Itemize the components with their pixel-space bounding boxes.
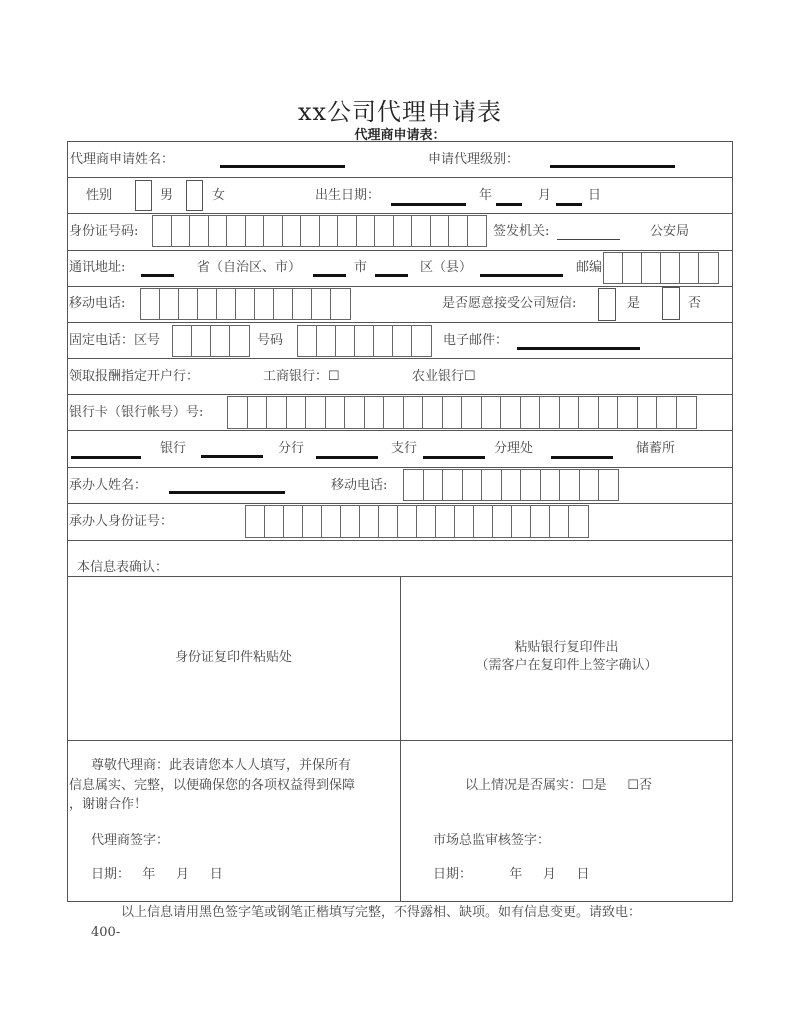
char-box[interactable] [383, 396, 404, 429]
char-box[interactable] [283, 505, 304, 538]
char-box[interactable] [364, 396, 385, 429]
char-box[interactable] [325, 396, 346, 429]
row-divider [67, 213, 733, 214]
char-box[interactable] [579, 469, 600, 501]
char-box[interactable] [435, 505, 456, 538]
char-box[interactable] [416, 505, 437, 538]
char-box[interactable] [442, 469, 463, 501]
char-box[interactable] [245, 215, 265, 247]
number-label: 号码 [257, 333, 284, 348]
branch-field[interactable] [201, 455, 263, 458]
char-box[interactable] [245, 505, 266, 538]
row-divider [67, 430, 733, 431]
char-box[interactable] [319, 215, 339, 247]
director-sign-date: 日期： 年 月 日 [433, 867, 590, 882]
char-box[interactable] [340, 505, 361, 538]
char-box[interactable] [422, 396, 443, 429]
char-box[interactable] [264, 505, 285, 538]
char-box[interactable] [397, 505, 418, 538]
row-divider [67, 467, 733, 468]
char-box[interactable] [373, 325, 394, 357]
birth-year-field[interactable] [391, 203, 466, 206]
char-box[interactable] [501, 469, 522, 501]
char-box[interactable] [191, 325, 212, 357]
agent-sign-date: 日期： 年 月 日 [91, 867, 223, 882]
char-box[interactable] [392, 325, 413, 357]
bank-choice-label: 领取报酬指定开户行： [69, 369, 200, 384]
handler-name-field[interactable] [169, 491, 285, 494]
char-box[interactable] [344, 396, 365, 429]
handler-name-label: 承办人姓名： [69, 478, 148, 493]
char-box[interactable] [481, 396, 502, 429]
char-box[interactable] [454, 505, 475, 538]
email-label: 电子邮件： [443, 333, 509, 348]
id-number-boxes[interactable] [152, 215, 485, 247]
char-box[interactable] [197, 288, 218, 320]
char-box[interactable] [393, 215, 413, 247]
applicant-name-label: 代理商申请姓名： [70, 152, 175, 167]
char-box[interactable] [302, 505, 323, 538]
handler-id-label: 承办人身份证号： [69, 514, 174, 529]
char-box[interactable] [403, 469, 424, 501]
agent-level-field[interactable] [550, 165, 675, 168]
address-province-field[interactable] [141, 274, 174, 277]
bank-copy-paste-line1: 粘贴银行复印件出 [514, 640, 619, 655]
char-box[interactable] [520, 469, 541, 501]
address-city-label: 市 [354, 260, 368, 275]
form-subtitle: 代理商申请表： [354, 128, 446, 143]
char-box[interactable] [292, 288, 313, 320]
char-box[interactable] [540, 469, 561, 501]
char-box[interactable] [229, 325, 250, 357]
row-divider [67, 250, 733, 251]
row-divider [67, 322, 733, 323]
issuer-suffix: 公安局 [650, 224, 690, 239]
char-box[interactable] [568, 505, 589, 538]
subbranch-field[interactable] [316, 456, 378, 459]
char-box[interactable] [159, 288, 180, 320]
footer-notice: 以上信息请用黑色签字笔或钢笔正楷填写完整，不得露相、缺项。如有信息变更。请致电： [121, 905, 642, 920]
char-box[interactable] [549, 505, 570, 538]
char-box[interactable] [622, 252, 643, 284]
char-box[interactable] [492, 505, 513, 538]
char-box[interactable] [330, 288, 351, 320]
branch-suffix: 分行 [278, 441, 305, 456]
gender-female-checkbox[interactable] [186, 180, 203, 211]
mobile-label: 移动电话: [69, 296, 126, 311]
savings-field[interactable] [551, 456, 613, 459]
birth-day-label: 日 [588, 188, 602, 203]
sms-label: 是否愿意接受公司短信: [442, 296, 577, 311]
agent-sign-label: 代理商签字： [91, 833, 170, 848]
truth-confirmation[interactable]: 以上情况是否属实：☐是 ☐否 [465, 778, 652, 793]
office-suffix: 分理处 [494, 441, 534, 456]
sms-yes-checkbox[interactable] [598, 288, 616, 321]
gender-male-label: 男 [160, 188, 174, 203]
char-box[interactable] [411, 215, 431, 247]
char-box[interactable] [208, 215, 228, 247]
char-box[interactable] [359, 505, 380, 538]
char-box[interactable] [559, 396, 580, 429]
sms-no-label: 否 [688, 296, 702, 311]
char-box[interactable] [263, 215, 283, 247]
char-box[interactable] [603, 252, 624, 284]
char-box[interactable] [354, 325, 375, 357]
bank-name-field[interactable] [71, 456, 141, 459]
notice-line-3: ，谢谢合作！ [69, 797, 148, 812]
char-box[interactable] [473, 505, 494, 538]
gender-label: 性别 [86, 188, 113, 203]
char-box[interactable] [467, 215, 487, 247]
char-box[interactable] [300, 215, 320, 247]
footer-phone: 400- [91, 925, 121, 940]
char-box[interactable] [481, 469, 502, 501]
char-box[interactable] [578, 396, 599, 429]
char-box[interactable] [140, 288, 161, 320]
row-divider [67, 177, 733, 178]
char-box[interactable] [641, 252, 662, 284]
director-sign-label: 市场总监审核签字： [433, 833, 551, 848]
char-box[interactable] [617, 396, 638, 429]
char-box[interactable] [171, 215, 191, 247]
id-number-label: 身份证号码: [69, 224, 139, 239]
char-box[interactable] [539, 396, 560, 429]
char-box[interactable] [286, 396, 307, 429]
char-box[interactable] [335, 325, 356, 357]
issuer-label: 签发机关: [493, 224, 550, 239]
notice-line-1: 尊敬代理商：此表请您本人人填写，并保所有 [91, 758, 352, 773]
char-box[interactable] [282, 215, 302, 247]
email-field[interactable] [517, 347, 640, 350]
birth-month-field[interactable] [496, 203, 522, 206]
char-box[interactable] [226, 215, 246, 247]
char-box[interactable] [356, 215, 376, 247]
landline-label: 固定电话：区号 [69, 333, 161, 348]
sms-yes-label: 是 [627, 296, 641, 311]
bank-card-boxes[interactable] [227, 396, 695, 429]
char-box[interactable] [423, 469, 444, 501]
savings-suffix: 储蓄所 [636, 441, 676, 456]
char-box[interactable] [273, 288, 294, 320]
char-box[interactable] [660, 252, 681, 284]
char-box[interactable] [637, 396, 658, 429]
row-divider [67, 286, 733, 287]
char-box[interactable] [411, 325, 432, 357]
address-province-label: 省（自治区、市） [197, 260, 302, 275]
row-divider [67, 540, 733, 541]
bank-suffix: 银行 [160, 441, 187, 456]
char-box[interactable] [511, 505, 532, 538]
gender-female-label: 女 [212, 188, 226, 203]
handler-id-boxes[interactable] [245, 505, 587, 538]
char-box[interactable] [448, 215, 468, 247]
char-box[interactable] [403, 396, 424, 429]
address-detail-field[interactable] [480, 274, 563, 277]
birth-day-field[interactable] [556, 203, 582, 206]
address-city-field[interactable] [313, 274, 346, 277]
char-box[interactable] [698, 252, 719, 284]
char-box[interactable] [178, 288, 199, 320]
char-box[interactable] [530, 505, 551, 538]
char-box[interactable] [227, 396, 248, 429]
char-box[interactable] [305, 396, 326, 429]
char-box[interactable] [462, 469, 483, 501]
row-divider [67, 358, 733, 359]
address-label: 通讯地址: [69, 260, 126, 275]
char-box[interactable] [598, 469, 619, 501]
char-box[interactable] [210, 325, 231, 357]
char-box[interactable] [598, 396, 619, 429]
id-copy-paste-area: 身份证复印件粘贴处 [174, 650, 292, 665]
address-district-field[interactable] [375, 274, 408, 277]
char-box[interactable] [297, 325, 318, 357]
bank-abc-option[interactable]: 农业银行☐ [412, 369, 476, 384]
issuer-field[interactable] [557, 239, 620, 240]
row-divider [67, 503, 733, 504]
birth-date-label: 出生日期： [315, 188, 381, 203]
birth-month-label: 月 [538, 188, 552, 203]
char-box[interactable] [461, 396, 482, 429]
row-divider [67, 394, 733, 395]
char-box[interactable] [676, 396, 697, 429]
char-box[interactable] [316, 325, 337, 357]
postcode-boxes[interactable] [603, 252, 717, 284]
char-box[interactable] [216, 288, 237, 320]
char-box[interactable] [500, 396, 521, 429]
area-code-boxes[interactable] [172, 325, 248, 357]
agent-level-label: 申请代理级别： [428, 152, 520, 167]
char-box[interactable] [520, 396, 541, 429]
char-box[interactable] [189, 215, 209, 247]
bank-icbc-option[interactable]: 工商银行：☐ [263, 369, 340, 384]
char-box[interactable] [559, 469, 580, 501]
mobile-boxes[interactable] [140, 288, 349, 320]
confirm-label: 本信息表确认： [77, 560, 169, 575]
handler-mobile-label: 移动电话: [331, 478, 388, 493]
char-box[interactable] [430, 215, 450, 247]
subbranch-suffix: 支行 [391, 441, 418, 456]
birth-year-label: 年 [479, 188, 493, 203]
char-box[interactable] [656, 396, 677, 429]
char-box[interactable] [235, 288, 256, 320]
char-box[interactable] [442, 396, 463, 429]
bank-card-label: 银行卡（银行帐号）号: [69, 405, 204, 420]
char-box[interactable] [378, 505, 399, 538]
bank-copy-paste-line2: （需客户在复印件上签字确认） [475, 658, 658, 673]
form-title: xx公司代理申请表 [297, 98, 503, 126]
gender-male-checkbox[interactable] [135, 180, 152, 211]
number-boxes[interactable] [297, 325, 430, 357]
postcode-label: 邮编 [576, 260, 603, 275]
char-box[interactable] [247, 396, 268, 429]
char-box[interactable] [266, 396, 287, 429]
char-box[interactable] [337, 215, 357, 247]
char-box[interactable] [374, 215, 394, 247]
notice-line-2: 信息属实、完整，以便确保您的各项权益得到保障 [69, 778, 356, 793]
handler-mobile-boxes[interactable] [403, 469, 618, 501]
char-box[interactable] [172, 325, 193, 357]
char-box[interactable] [152, 215, 172, 247]
address-district-label: 区（县） [420, 260, 473, 275]
char-box[interactable] [321, 505, 342, 538]
sms-no-checkbox[interactable] [662, 287, 680, 320]
char-box[interactable] [254, 288, 275, 320]
office-field[interactable] [423, 456, 485, 459]
char-box[interactable] [311, 288, 332, 320]
char-box[interactable] [679, 252, 700, 284]
applicant-name-field[interactable] [220, 165, 345, 168]
column-divider [400, 576, 401, 902]
